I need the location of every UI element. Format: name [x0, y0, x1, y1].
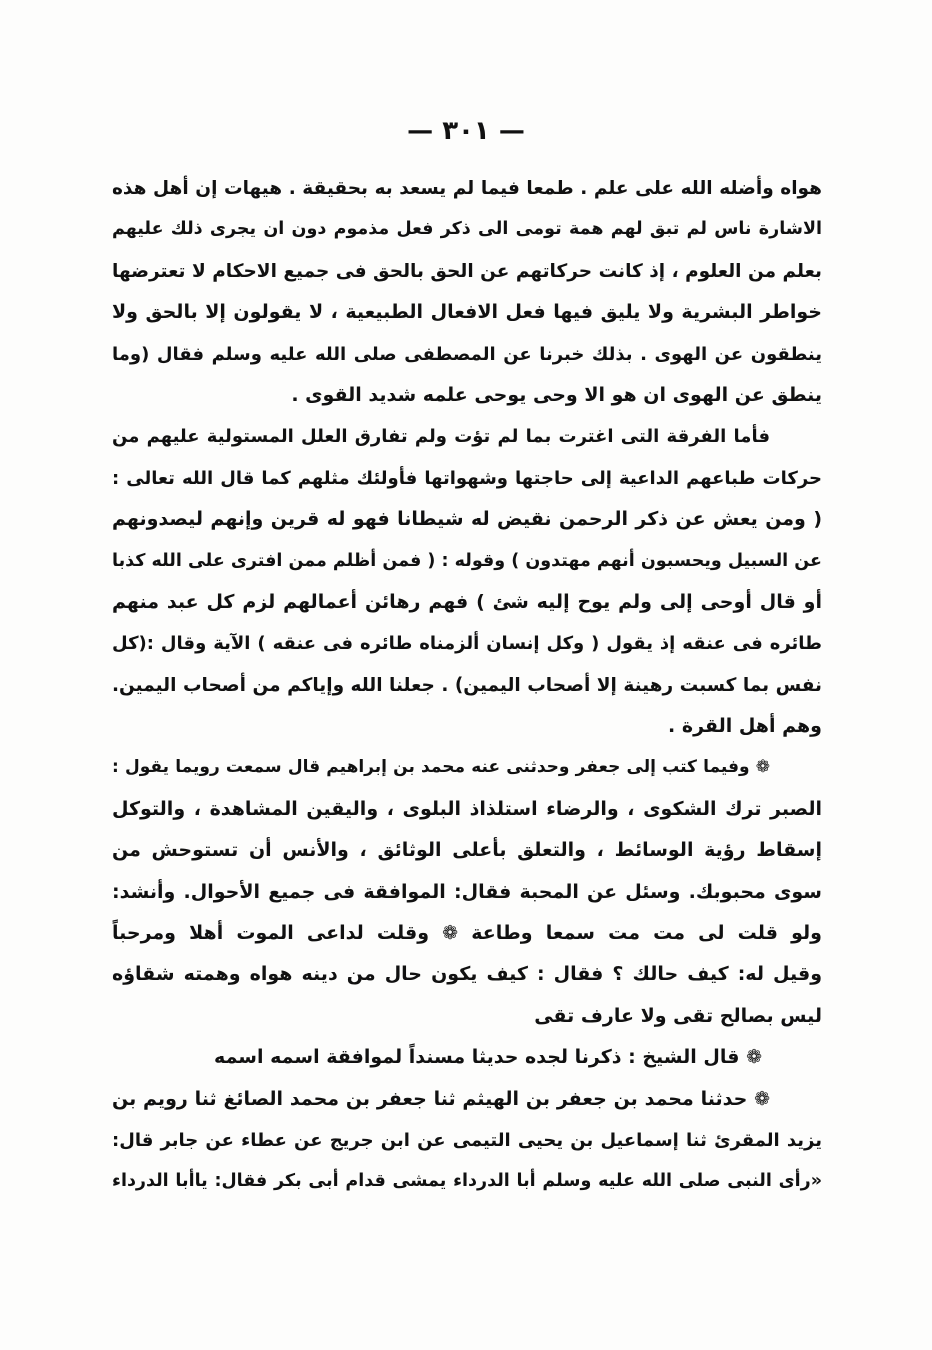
text-line: فأما الفرقة التى اغترت بما لم تؤت ولم تفارق العلل المستولية عليهم من	[112, 426, 770, 448]
text-line: ( ومن يعش عن ذكر الرحمن نقيض له شيطانا فهو له قرين وإنهم ليصدونهم	[112, 508, 822, 531]
text-line: نفس بما كسبت رهينة إلا أصحاب اليمين) . جعلنا الله وإياكم من أصحاب اليمين.	[112, 674, 822, 696]
text-line: طائره فى عنقه إذ يقول ( وكل إنسان ألزمناه طائره فى عنقه ) الآية وقال :(كل	[112, 633, 822, 655]
text-line: هواه وأضله الله على علم . طمعا فيما لم يسعد به بحقيقة . هيهات إن أهل هذه	[112, 178, 822, 199]
text-line: أو قال أوحى إلى ولم يوح إليه شئ ) فهم رهائن أعمالهم لزم كل عبد منهم	[112, 590, 822, 613]
text-line: يزيد المقرئ ثنا إسماعيل بن يحيى التيمى عن ابن جريج عن عطاء عن جابر قال:	[112, 1129, 822, 1151]
text-line: خواطر البشرية ولا يليق فيها فعل الافعال الطبيعية ، لا يقولون إلا بالحق ولا	[112, 301, 822, 324]
text-line: ❁ وفيما كتب إلى جعفر وحدثنى عنه محمد بن إبراهيم قال سمعت رويما يقول :	[112, 757, 770, 778]
text-line: وهم أهل القرة .	[668, 715, 822, 738]
text-line: ليس بصالح تقى ولا عارف تقى	[534, 1004, 822, 1027]
page-number: — ٣٠١ —	[407, 116, 525, 146]
text-line: الاشارة ناس لم تبق لهم همة تومى الى ذكر فعل مذموم دون ان يجرى ذلك عليهم	[112, 219, 822, 240]
text-line: حركات طباعهم الداعية إلى حاجتها وشهواتها فأولئك مثلهم كما قال الله تعالى :	[112, 467, 822, 489]
text-line: وقيل له: كيف حالك ؟ فقال : كيف يكون حال من دينه هواه وهمته شقاؤه	[112, 963, 822, 986]
body-text	[112, 168, 822, 1203]
text-line: ينطقون عن الهوى . بذلك خبرنا عن المصطفى صلى الله عليه وسلم فقال (وما	[112, 343, 822, 365]
text-line: بعلم من العلوم ، إذ كانت حركاتهم عن الحق بالحق فى جميع الاحكام لا تعترضها	[112, 260, 822, 282]
shaykh-note-line: ❁ قال الشيخ : ذكرنا لجده حديثا مسنداً لموافقة اسمه اسمه	[214, 1046, 762, 1069]
text-line: عن السبيل ويحسبون أنهم مهتدون ) وقوله : ( فمن أظلم ممن افترى على الله كذبا	[112, 550, 822, 571]
text-line: «رأى النبى صلى الله عليه وسلم أبا الدرداء يمشى قدام أبى بكر فقال: ياأبا الدرداء	[112, 1171, 822, 1192]
verse-line: ولو قلت لى مت مت سمعا وطاعة ❁ وقلت لداعى الموت أهلا ومرحباً	[112, 922, 822, 945]
text-line: سوى محبوبك. وسئل عن المحبة فقال: الموافقة فى جميع الأحوال. وأنشد:	[112, 880, 822, 903]
text-line: ينطق عن الهوى ان هو الا وحى يوحى علمه شديد القوى .	[291, 383, 822, 406]
text-line: ❁ حدثنا محمد بن جعفر بن الهيثم ثنا جعفر بن محمد الصائغ ثنا رويم بن	[112, 1087, 770, 1110]
text-line: إسقاط رؤية الوسائط ، والتعلق بأعلى الوثائق ، والأنس أن تستوحش من	[112, 839, 822, 862]
text-line: الصبر ترك الشكوى ، والرضاء استلذاذ البلوى ، واليقين المشاهدة ، والتوكل	[112, 797, 822, 820]
